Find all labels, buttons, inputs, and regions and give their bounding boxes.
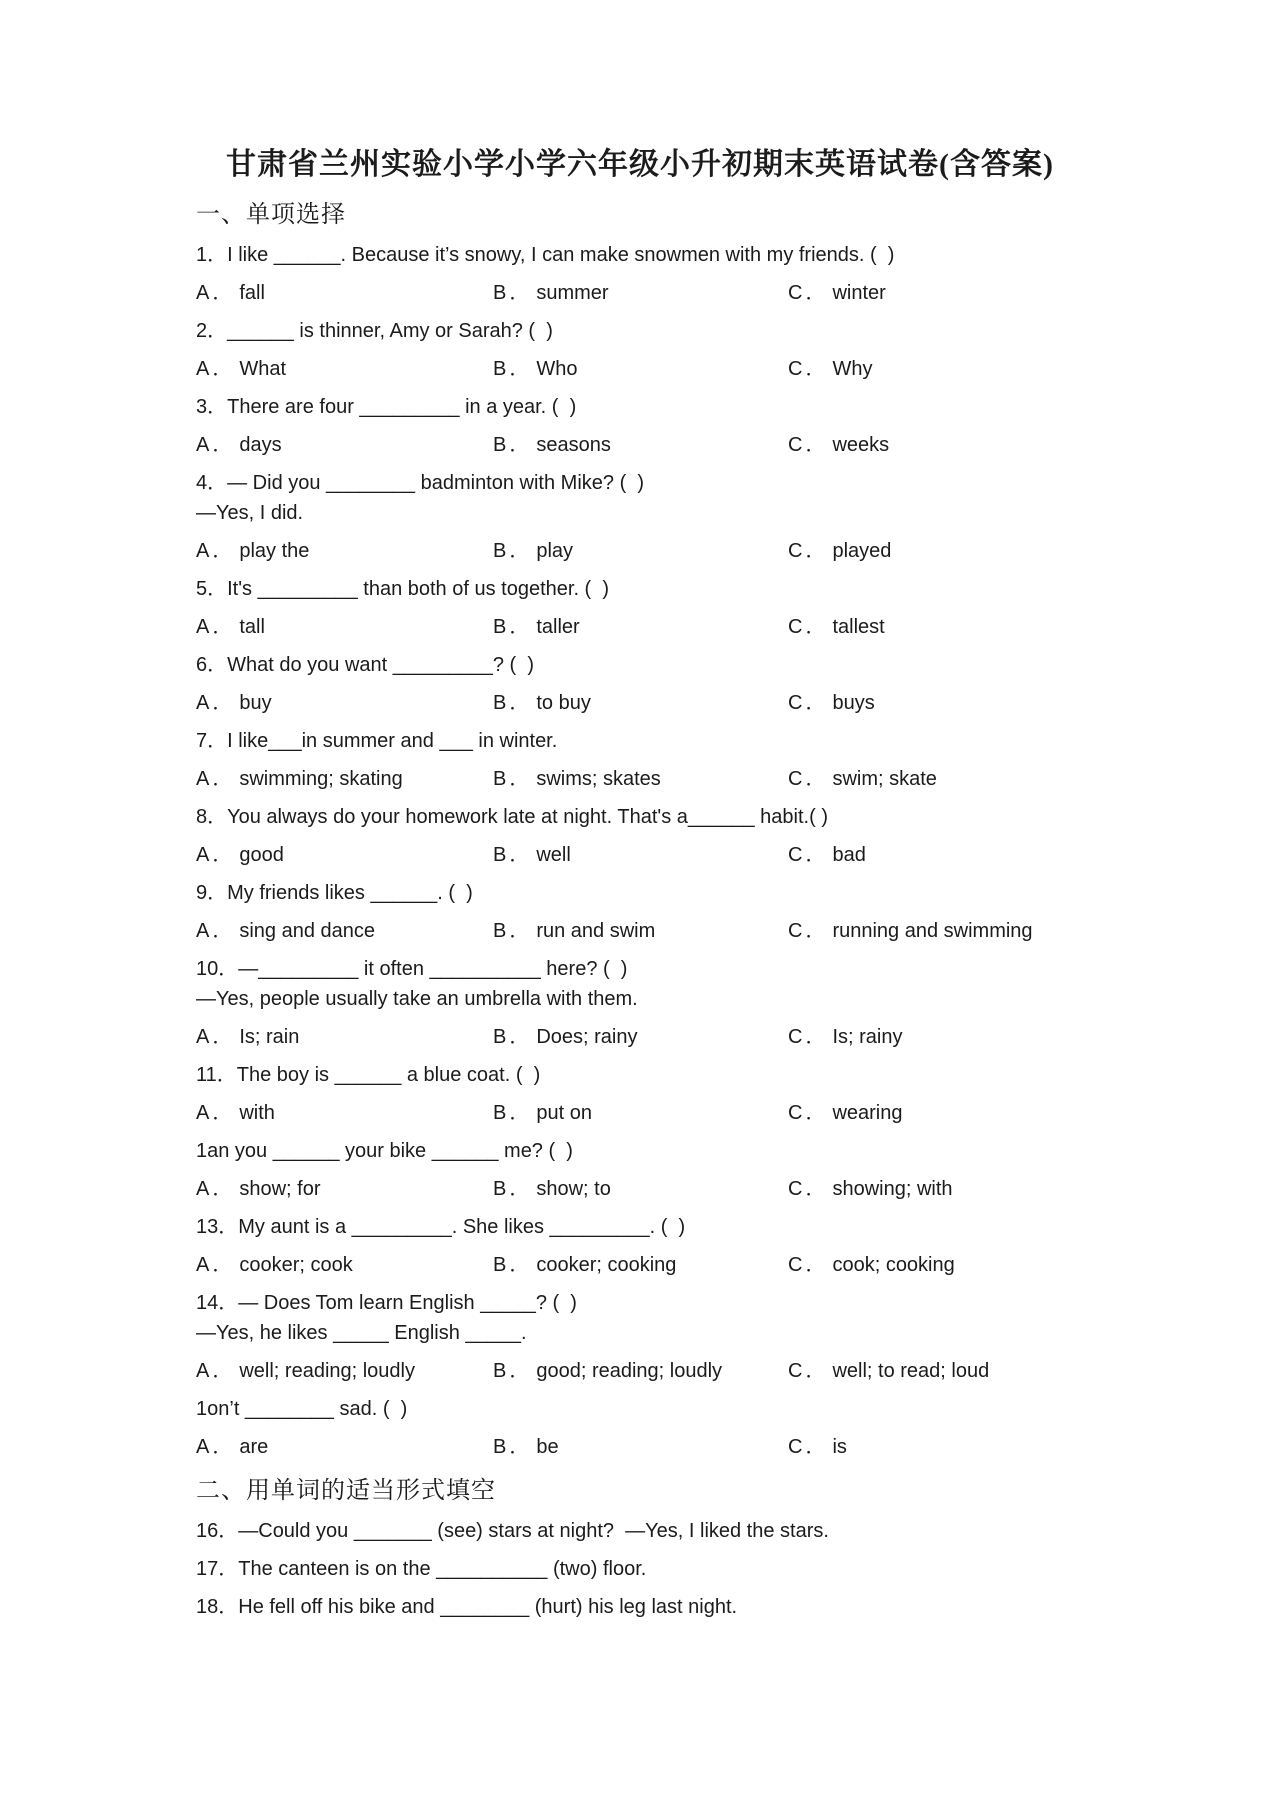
option-text: show; for [239, 1178, 321, 1200]
option-label: B． [493, 768, 533, 790]
question-followup-line: —Yes, I did. [196, 502, 304, 524]
option-cell [493, 432, 788, 458]
option-cell [196, 1358, 493, 1384]
question-line: 3．There are four _________ in a year. ( ) [196, 396, 577, 418]
option-cell [788, 1100, 1220, 1126]
option-cell [196, 766, 493, 792]
options-row [196, 1024, 1220, 1050]
option-cell [196, 1252, 493, 1278]
option-text: Why [832, 358, 873, 380]
options-row [196, 1434, 1220, 1460]
option-label: C． [788, 358, 829, 380]
option-label: B． [493, 616, 533, 638]
option-text: summer [536, 282, 609, 304]
option-label: A． [196, 920, 236, 942]
option-label: C． [788, 1436, 829, 1458]
option-text: swims; skates [536, 768, 661, 790]
question-line: 17．The canteen is on the __________ (two) floor. [196, 1558, 647, 1580]
option-label: B． [493, 540, 533, 562]
option-text: buy [239, 692, 272, 714]
option-text: taller [536, 616, 580, 638]
option-text: are [239, 1436, 269, 1458]
question-line: 5．It's _________ than both of us together. ( ) [196, 578, 609, 600]
option-text: run and swim [536, 920, 656, 942]
option-label: A． [196, 434, 236, 456]
option-cell [788, 356, 1220, 382]
option-label: B． [493, 844, 533, 866]
option-text: seasons [536, 434, 611, 456]
option-label: B． [493, 282, 533, 304]
option-cell [493, 356, 788, 382]
option-label: C． [788, 844, 829, 866]
option-label: A． [196, 1254, 236, 1276]
options-row [196, 1358, 1220, 1384]
options-row [196, 614, 1220, 640]
option-cell [196, 280, 493, 306]
section-heading: 二、用单词的适当形式填空 [196, 1478, 496, 1504]
option-cell [788, 842, 1220, 868]
question-line: 18．He fell off his bike and ________ (hurt) his leg last night. [196, 1596, 738, 1618]
option-text: played [832, 540, 892, 562]
option-cell [788, 1358, 1220, 1384]
option-cell [196, 356, 493, 382]
question-line: 10．—_________ it often __________ here? ( ) [196, 958, 628, 980]
option-cell [788, 690, 1220, 716]
option-cell [788, 614, 1220, 640]
option-label: C． [788, 768, 829, 790]
option-text: cooker; cooking [536, 1254, 677, 1276]
option-cell [493, 1024, 788, 1050]
option-label: C． [788, 1360, 829, 1382]
option-text: cook; cooking [832, 1254, 955, 1276]
option-text: well [536, 844, 571, 866]
question-line: 1an you ______ your bike ______ me? ( ) [196, 1140, 573, 1162]
option-label: C． [788, 616, 829, 638]
options-row [196, 432, 1220, 458]
option-text: to buy [536, 692, 591, 714]
option-text: winter [832, 282, 886, 304]
question-line: 9．My friends likes ______. ( ) [196, 882, 473, 904]
option-label: A． [196, 1102, 236, 1124]
option-cell [196, 1100, 493, 1126]
option-label: B． [493, 920, 533, 942]
question-followup-line: —Yes, he likes _____ English _____. [196, 1322, 527, 1344]
options-row [196, 1252, 1220, 1278]
option-label: B． [493, 1102, 533, 1124]
options-row [196, 766, 1220, 792]
option-text: running and swimming [832, 920, 1033, 942]
option-label: B． [493, 434, 533, 456]
option-cell [196, 842, 493, 868]
option-text: is [832, 1436, 847, 1458]
option-text: fall [239, 282, 265, 304]
options-row [196, 690, 1220, 716]
question-line: 1on’t ________ sad. ( ) [196, 1398, 408, 1420]
option-cell [493, 280, 788, 306]
question-line: 4．— Did you ________ badminton with Mike? ( ) [196, 472, 645, 494]
option-text: weeks [832, 434, 890, 456]
option-cell [788, 1434, 1220, 1460]
options-row [196, 538, 1220, 564]
option-label: A． [196, 540, 236, 562]
option-label: A． [196, 1026, 236, 1048]
option-cell [196, 1434, 493, 1460]
question-line: 6．What do you want _________? ( ) [196, 654, 534, 676]
option-cell [493, 1434, 788, 1460]
option-label: B． [493, 1360, 533, 1382]
question-line: 7．I like___in summer and ___ in winter. [196, 730, 558, 752]
option-text: cooker; cook [239, 1254, 353, 1276]
question-line: 13．My aunt is a _________. She likes _________. ( ) [196, 1216, 686, 1238]
option-cell [493, 690, 788, 716]
option-label: A． [196, 1436, 236, 1458]
options-row [196, 280, 1220, 306]
option-label: B． [493, 1026, 533, 1048]
option-label: C． [788, 1026, 829, 1048]
question-line: 1．I like ______. Because it’s snowy, I can make snowmen with my friends. ( ) [196, 244, 895, 266]
option-label: C． [788, 282, 829, 304]
option-text: good [239, 844, 284, 866]
option-text: showing; with [832, 1178, 953, 1200]
question-line: 16．—Could you _______ (see) stars at night? —Yes, I liked the stars. [196, 1520, 829, 1542]
option-label: B． [493, 358, 533, 380]
question-line: 2．______ is thinner, Amy or Sarah? ( ) [196, 320, 553, 342]
option-cell [196, 690, 493, 716]
option-label: A． [196, 282, 236, 304]
option-label: C． [788, 692, 829, 714]
option-text: play [536, 540, 574, 562]
option-cell [493, 614, 788, 640]
option-label: C． [788, 434, 829, 456]
question-followup-line: —Yes, people usually take an umbrella with them. [196, 988, 638, 1010]
option-text: buys [832, 692, 875, 714]
document-body [0, 200, 1280, 1620]
question-line: 14．— Does Tom learn English _____? ( ) [196, 1292, 577, 1314]
option-label: A． [196, 616, 236, 638]
option-cell [788, 538, 1220, 564]
option-text: well; to read; loud [832, 1360, 990, 1382]
option-label: A． [196, 1178, 236, 1200]
option-label: A． [196, 358, 236, 380]
question-line: 8．You always do your homework late at night. That's a______ habit.( ) [196, 806, 828, 828]
option-text: tallest [832, 616, 885, 638]
option-text: play the [239, 540, 310, 562]
option-label: B． [493, 1178, 533, 1200]
option-text: swim; skate [832, 768, 937, 790]
option-cell [493, 918, 788, 944]
option-text: be [536, 1436, 559, 1458]
option-cell [196, 918, 493, 944]
option-cell [493, 1358, 788, 1384]
option-cell [493, 1176, 788, 1202]
option-label: C． [788, 1102, 829, 1124]
option-label: A． [196, 692, 236, 714]
option-text: wearing [832, 1102, 903, 1124]
option-text: Who [536, 358, 578, 380]
question-line: 11．The boy is ______ a blue coat. ( ) [196, 1064, 541, 1086]
option-text: Is; rainy [832, 1026, 903, 1048]
section-heading: 一、单项选择 [196, 202, 346, 228]
option-text: Does; rainy [536, 1026, 638, 1048]
option-cell [493, 1100, 788, 1126]
option-label: C． [788, 1178, 829, 1200]
option-text: days [239, 434, 282, 456]
option-label: A． [196, 1360, 236, 1382]
option-text: put on [536, 1102, 592, 1124]
option-cell [788, 1176, 1220, 1202]
options-row [196, 1100, 1220, 1126]
option-label: A． [196, 844, 236, 866]
option-label: B． [493, 692, 533, 714]
option-cell [196, 432, 493, 458]
option-label: C． [788, 1254, 829, 1276]
option-cell [493, 766, 788, 792]
option-cell [788, 766, 1220, 792]
option-text: swimming; skating [239, 768, 403, 790]
option-label: C． [788, 920, 829, 942]
option-text: Is; rain [239, 1026, 300, 1048]
option-label: C． [788, 540, 829, 562]
option-label: B． [493, 1254, 533, 1276]
option-label: A． [196, 768, 236, 790]
option-cell [196, 538, 493, 564]
option-cell [788, 432, 1220, 458]
options-row [196, 1176, 1220, 1202]
option-cell [196, 1024, 493, 1050]
option-text: bad [832, 844, 866, 866]
options-row [196, 918, 1220, 944]
option-text: show; to [536, 1178, 611, 1200]
option-cell [788, 280, 1220, 306]
option-label: B． [493, 1436, 533, 1458]
option-text: good; reading; loudly [536, 1360, 723, 1382]
option-cell [788, 1252, 1220, 1278]
option-cell [196, 1176, 493, 1202]
option-text: well; reading; loudly [239, 1360, 415, 1382]
option-text: with [239, 1102, 275, 1124]
option-text: sing and dance [239, 920, 376, 942]
option-text: What [239, 358, 287, 380]
document-title: 甘肃省兰州实验小学小学六年级小升初期末英语试卷(含答案) [226, 148, 1054, 181]
option-text: tall [239, 616, 265, 638]
option-cell [493, 1252, 788, 1278]
options-row [196, 842, 1220, 868]
options-row [196, 356, 1220, 382]
option-cell [493, 538, 788, 564]
option-cell [493, 842, 788, 868]
option-cell [788, 918, 1220, 944]
option-cell [196, 614, 493, 640]
option-cell [788, 1024, 1220, 1050]
